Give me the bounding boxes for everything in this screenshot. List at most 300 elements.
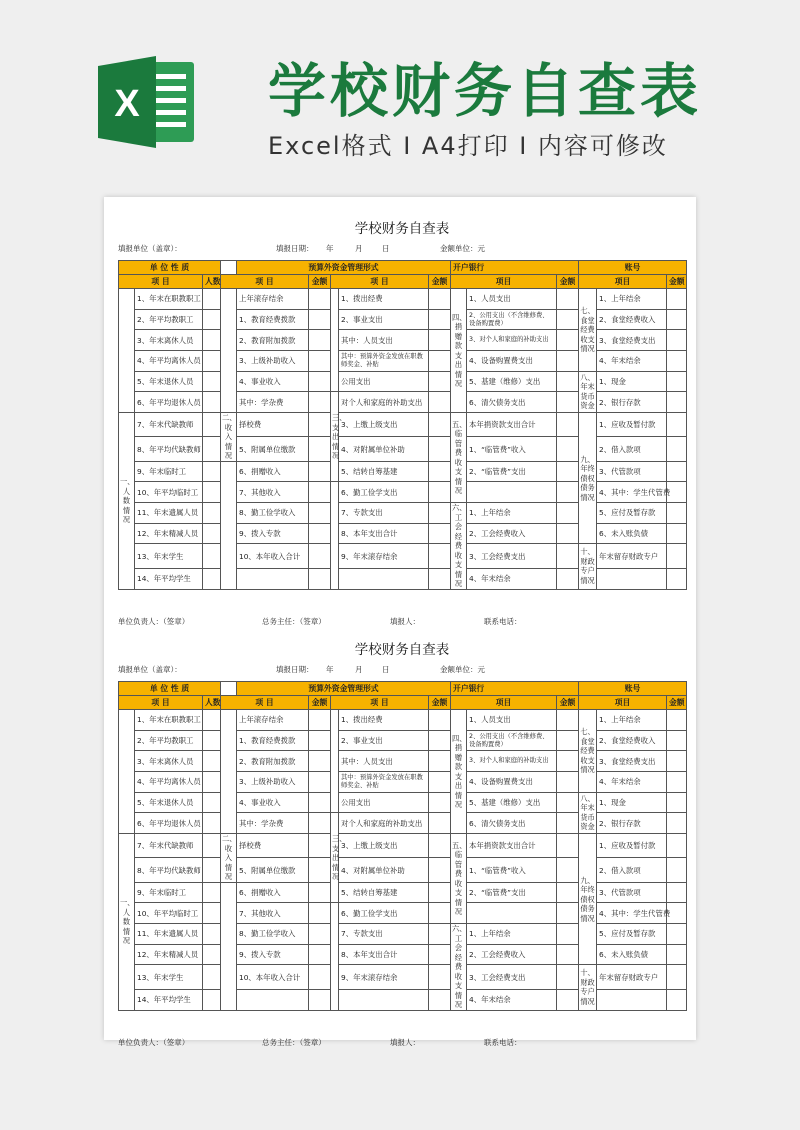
unit-label: 填报单位（盖章）： <box>118 665 182 674</box>
item-cell: 2、食堂经费收入 <box>597 309 667 330</box>
item-cell: 2、工会经费收入 <box>467 944 557 965</box>
item-cell: 4、对附属单位补助 <box>339 858 429 882</box>
section-label-s3: 三、支出情况 <box>331 813 339 903</box>
item-cell: 2、银行存款 <box>597 813 667 834</box>
day-label: 日 <box>382 244 390 253</box>
amount-header: 金额 <box>557 275 579 289</box>
value-cell <box>429 461 451 482</box>
item-cell: 10、年平均临时工 <box>135 903 203 924</box>
section-label-s2: 二、收入情况 <box>222 834 237 882</box>
section-label-s4: 四、捐赠款支出情况 <box>451 710 467 834</box>
value-cell <box>203 413 221 437</box>
value-cell <box>429 482 451 503</box>
item-cell: 3、工会经费支出 <box>467 544 557 568</box>
value-cell <box>203 437 221 461</box>
section-spacer <box>331 482 339 589</box>
item-cell: 3、工会经费支出 <box>467 965 557 989</box>
item-cell: 1、“临管费”收入 <box>467 858 557 882</box>
value-cell <box>309 730 331 751</box>
item-cell: 4、对附属单位补助 <box>339 437 429 461</box>
table-row <box>119 834 687 858</box>
table-body <box>119 289 687 590</box>
item-cell: 3、食堂经费支出 <box>597 751 667 772</box>
value-cell <box>203 392 221 413</box>
unit-nature-header: 单 位 性 质 <box>119 682 221 696</box>
value-cell <box>429 437 451 461</box>
value-cell <box>557 730 579 751</box>
value-cell <box>429 989 451 1010</box>
value-cell <box>309 834 331 858</box>
item-cell: 其中：学杂费 <box>237 813 309 834</box>
head-signature-label: 单位负责人：（签章） <box>118 617 190 626</box>
section-label-s1: 一、人数情况 <box>119 413 135 589</box>
value-cell <box>309 751 331 772</box>
value-cell <box>667 309 687 330</box>
item-cell: 4、年平均离休人员 <box>135 772 203 793</box>
value-cell <box>557 523 579 544</box>
value-cell <box>309 710 331 731</box>
value-cell <box>557 792 579 813</box>
value-cell <box>203 903 221 924</box>
item-cell: 6、勤工俭学支出 <box>339 903 429 924</box>
item-cell: 3、代管款项 <box>597 461 667 482</box>
section-label-s5: 五、临管费收支情况 <box>451 834 467 924</box>
form-title: 学校财务自查表 <box>354 221 450 237</box>
value-cell <box>203 482 221 503</box>
item-cell: 2、借入款项 <box>597 437 667 461</box>
item-cell: 1、现金 <box>597 371 667 392</box>
section-spacer <box>221 710 237 834</box>
item-cell: 8、年平均代缺教师 <box>135 437 203 461</box>
account-header: 账号 <box>579 682 687 696</box>
item-header: 项 目 <box>221 275 309 289</box>
value-cell <box>667 834 687 858</box>
month-label: 月 <box>355 244 363 253</box>
value-cell <box>429 882 451 903</box>
value-cell <box>557 924 579 945</box>
item-cell: 2、事业支出 <box>339 730 429 751</box>
item-cell: 其中：人员支出 <box>339 751 429 772</box>
value-cell <box>557 882 579 903</box>
item-cell: 14、年平均学生 <box>135 568 203 589</box>
value-cell <box>557 461 579 482</box>
item-cell: 9、拨入专款 <box>237 523 309 544</box>
section-label-s5: 五、临管费收支情况 <box>451 413 467 503</box>
logo-letter: X <box>114 83 140 125</box>
table-row <box>119 351 687 372</box>
table-row <box>119 751 687 772</box>
table-row <box>119 730 687 751</box>
item-cell: 1、“临管费”收入 <box>467 437 557 461</box>
value-cell <box>203 568 221 589</box>
section-label-s6: 六、工会经费收支情况 <box>452 924 467 1009</box>
value-cell <box>557 903 579 924</box>
value-cell <box>309 437 331 461</box>
table-row <box>119 858 687 882</box>
value-cell <box>203 751 221 772</box>
section-label-s2: 二、收入情况 <box>222 413 237 461</box>
item-cell: 5、附属单位缴款 <box>237 437 309 461</box>
value-cell <box>203 461 221 482</box>
value-cell <box>203 309 221 330</box>
item-cell: 1、上年结余 <box>597 710 667 731</box>
account-header: 账号 <box>579 261 687 275</box>
section-label-s9: 九、年终债权债务情况 <box>579 834 597 965</box>
value-cell <box>203 289 221 310</box>
value-cell <box>667 503 687 524</box>
value-cell <box>667 392 687 413</box>
amount-header: 金额 <box>309 275 331 289</box>
value-cell <box>309 461 331 482</box>
item-cell: 2、教育附加拨款 <box>237 330 309 351</box>
item-cell: 5、附属单位缴款 <box>237 858 309 882</box>
item-cell: 7、年末代缺教师 <box>135 413 203 437</box>
value-cell <box>667 523 687 544</box>
form-title: 学校财务自查表 <box>354 642 450 658</box>
item-cell: 4、年末结余 <box>597 772 667 793</box>
item-cell <box>467 482 557 503</box>
item-cell <box>597 568 667 589</box>
table-row <box>119 944 687 965</box>
item-cell: 8、勤工俭学收入 <box>237 503 309 524</box>
value-cell <box>557 371 579 392</box>
value-cell <box>309 813 331 834</box>
table-row <box>119 813 687 834</box>
value-cell <box>557 834 579 858</box>
table-row <box>119 965 687 989</box>
value-cell <box>203 813 221 834</box>
value-cell <box>429 924 451 945</box>
item-header: 项 目 <box>221 696 309 710</box>
section-spacer <box>331 289 339 392</box>
value-cell <box>203 834 221 858</box>
table-row <box>119 568 687 589</box>
value-cell <box>667 413 687 437</box>
table-body <box>119 710 687 1011</box>
item-cell: 9、年末滚存结余 <box>339 544 429 568</box>
value-cell <box>429 772 451 793</box>
finance-table <box>118 681 687 1011</box>
item-cell: 8、本年支出合计 <box>339 944 429 965</box>
item-cell: 其中：学杂费 <box>237 392 309 413</box>
table-row <box>119 482 687 503</box>
value-cell <box>203 924 221 945</box>
value-cell <box>667 351 687 372</box>
item-cell: 6、勤工俭学支出 <box>339 482 429 503</box>
table-row <box>119 371 687 392</box>
section-spacer <box>221 461 237 589</box>
amount-unit-label: 金额单位：元 <box>440 665 485 674</box>
item-cell: 2、年平均教职工 <box>135 309 203 330</box>
value-cell <box>429 544 451 568</box>
item-cell: 4、年末结余 <box>467 568 557 589</box>
value-cell <box>557 503 579 524</box>
item-cell: 1、现金 <box>597 792 667 813</box>
value-cell <box>429 903 451 924</box>
item-cell: 6、捐赠收入 <box>237 882 309 903</box>
item-cell: 9、年末滚存结余 <box>339 965 429 989</box>
item-cell: 1、上年结余 <box>597 289 667 310</box>
item-cell: 3、对个人和家庭的补助支出 <box>467 751 557 772</box>
value-cell <box>557 482 579 503</box>
section-spacer <box>119 710 135 834</box>
value-cell <box>667 330 687 351</box>
banner <box>0 0 800 190</box>
item-cell: 7、其他收入 <box>237 903 309 924</box>
chief-signature-label: 总务主任：（签章） <box>262 617 326 626</box>
value-cell <box>557 544 579 568</box>
value-cell <box>557 330 579 351</box>
table-row <box>119 392 687 413</box>
head-signature-label: 单位负责人：（签章） <box>118 1038 190 1047</box>
value-cell <box>309 944 331 965</box>
value-cell <box>667 289 687 310</box>
value-cell <box>309 965 331 989</box>
item-cell: 5、应付及暂存款 <box>597 503 667 524</box>
value-cell <box>429 792 451 813</box>
value-cell <box>557 751 579 772</box>
value-cell <box>557 813 579 834</box>
value-cell <box>557 309 579 330</box>
amount-header: 金额 <box>557 696 579 710</box>
item-cell: 1、年末在职教职工 <box>135 710 203 731</box>
value-cell <box>203 330 221 351</box>
value-cell <box>429 751 451 772</box>
value-cell <box>667 544 687 568</box>
item-cell: 1、拨出经费 <box>339 289 429 310</box>
item-cell: 3、对个人和家庭的补助支出 <box>467 330 557 351</box>
header-row-2 <box>119 275 687 289</box>
item-cell: 11、年末遗属人员 <box>135 503 203 524</box>
item-cell: 6、未入账负债 <box>597 944 667 965</box>
form-footer <box>118 1037 686 1049</box>
value-cell <box>429 834 451 858</box>
value-cell <box>667 989 687 1010</box>
value-cell <box>309 882 331 903</box>
table-row <box>119 309 687 330</box>
item-cell: 1、上年结余 <box>467 924 557 945</box>
table-row <box>119 903 687 924</box>
day-label: 日 <box>382 665 390 674</box>
table-row <box>119 924 687 945</box>
item-cell: 4、设备购置费支出 <box>467 772 557 793</box>
value-cell <box>309 309 331 330</box>
paper-sheet <box>104 197 696 1047</box>
item-cell: 2、“临管费”支出 <box>467 461 557 482</box>
value-cell <box>429 503 451 524</box>
value-cell <box>203 730 221 751</box>
item-cell: 4、其中：学生代管费 <box>597 903 667 924</box>
item-cell: 1、上年结余 <box>467 503 557 524</box>
item-cell: 10、本年收入合计 <box>237 965 309 989</box>
table-row <box>119 989 687 1010</box>
value-cell <box>429 371 451 392</box>
item-cell <box>339 989 429 1010</box>
item-cell: 5、基建（维修）支出 <box>467 792 557 813</box>
table-row <box>119 772 687 793</box>
item-cell: 2、公用支出（不含维修费、设备购置费） <box>467 730 557 751</box>
fund-form-header: 预算外资金管理形式 <box>237 682 451 696</box>
item-cell <box>597 989 667 1010</box>
item-cell: 4、事业收入 <box>237 371 309 392</box>
value-cell <box>309 523 331 544</box>
value-cell <box>667 710 687 731</box>
item-cell: 年末留存财政专户 <box>597 965 667 989</box>
year-label: 年 <box>326 665 334 674</box>
item-cell: 2、食堂经费收入 <box>597 730 667 751</box>
value-cell <box>203 989 221 1010</box>
item-cell: 2、事业支出 <box>339 309 429 330</box>
item-cell: 5、应付及暂存款 <box>597 924 667 945</box>
item-cell: 其中：预算外资金发放在职教师奖金、补贴 <box>339 351 429 372</box>
value-cell <box>429 965 451 989</box>
item-cell: 1、应收及暂付款 <box>597 413 667 437</box>
value-cell <box>557 944 579 965</box>
item-cell: 1、应收及暂付款 <box>597 834 667 858</box>
item-cell: 12、年末精减人员 <box>135 523 203 544</box>
value-cell <box>667 371 687 392</box>
value-cell <box>429 523 451 544</box>
value-cell <box>429 289 451 310</box>
form-footer <box>118 616 686 628</box>
excel-logo-icon <box>98 56 198 148</box>
value-cell <box>429 710 451 731</box>
table-row <box>119 413 687 437</box>
item-cell: 5、年末退休人员 <box>135 371 203 392</box>
value-cell <box>557 289 579 310</box>
item-cell: 4、年平均离休人员 <box>135 351 203 372</box>
item-header: 项 目 <box>119 275 203 289</box>
value-cell <box>309 482 331 503</box>
value-cell <box>203 965 221 989</box>
item-cell: 2、公用支出（不含维修费、设备购置费） <box>467 309 557 330</box>
item-cell: 其中：人员支出 <box>339 330 429 351</box>
item-cell: 2、年平均教职工 <box>135 730 203 751</box>
section-spacer <box>221 882 237 1010</box>
item-cell: 9、拨入专款 <box>237 944 309 965</box>
value-cell <box>429 330 451 351</box>
section-label-s8: 八、年末货币资金 <box>579 371 597 412</box>
table-row <box>119 461 687 482</box>
section-label-s10: 十、财政专户情况 <box>579 965 597 1010</box>
value-cell <box>203 858 221 882</box>
table-row <box>119 437 687 461</box>
item-cell: 对个人和家庭的补助支出 <box>339 813 429 834</box>
value-cell <box>557 568 579 589</box>
item-cell: 7、专款支出 <box>339 924 429 945</box>
item-cell: 7、年末代缺教师 <box>135 834 203 858</box>
value-cell <box>429 730 451 751</box>
value-cell <box>557 965 579 989</box>
value-cell <box>667 437 687 461</box>
value-cell <box>667 924 687 945</box>
item-cell: 3、年末离休人员 <box>135 330 203 351</box>
table-row <box>119 289 687 310</box>
value-cell <box>309 413 331 437</box>
item-cell: 5、基建（维修）支出 <box>467 371 557 392</box>
section-label-s3: 三、支出情况 <box>331 392 339 482</box>
item-cell: 3、上级补助收入 <box>237 772 309 793</box>
form-info-row <box>118 243 686 257</box>
value-cell <box>429 944 451 965</box>
value-cell <box>309 544 331 568</box>
item-cell: 1、人员支出 <box>467 289 557 310</box>
value-cell <box>309 903 331 924</box>
amount-header: 金额 <box>309 696 331 710</box>
section-spacer <box>119 289 135 413</box>
value-cell <box>557 413 579 437</box>
value-cell <box>429 309 451 330</box>
item-cell: 对个人和家庭的补助支出 <box>339 392 429 413</box>
item-cell: 公用支出 <box>339 371 429 392</box>
value-cell <box>667 730 687 751</box>
item-cell: 4、设备购置费支出 <box>467 351 557 372</box>
phone-label: 联系电话： <box>484 617 522 626</box>
value-cell <box>667 461 687 482</box>
value-cell <box>309 792 331 813</box>
value-cell <box>203 523 221 544</box>
table-row <box>119 523 687 544</box>
item-cell: 1、人员支出 <box>467 710 557 731</box>
year-label: 年 <box>326 244 334 253</box>
item-cell: 5、结转自筹基建 <box>339 882 429 903</box>
item-header: 项目 <box>579 696 667 710</box>
header-row-1 <box>119 682 687 696</box>
value-cell <box>203 792 221 813</box>
value-cell <box>557 858 579 882</box>
banner-title: 学校财务自查表 <box>268 57 703 125</box>
item-cell: 3、上级补助收入 <box>237 351 309 372</box>
item-header: 项目 <box>451 696 557 710</box>
item-header: 项目 <box>451 275 557 289</box>
header-row-2 <box>119 696 687 710</box>
value-cell <box>557 989 579 1010</box>
value-cell <box>667 944 687 965</box>
item-cell: 1、拨出经费 <box>339 710 429 731</box>
value-cell <box>557 351 579 372</box>
value-cell <box>309 568 331 589</box>
item-cell <box>237 568 309 589</box>
amount-header: 金额 <box>429 696 451 710</box>
value-cell <box>309 330 331 351</box>
table-row <box>119 544 687 568</box>
value-cell <box>203 882 221 903</box>
value-cell <box>429 392 451 413</box>
section-spacer <box>331 903 339 1010</box>
table-row <box>119 330 687 351</box>
value-cell <box>309 503 331 524</box>
item-cell: 3、代管款项 <box>597 882 667 903</box>
item-cell: 6、年平均退休人员 <box>135 813 203 834</box>
item-cell: 其中：预算外资金发放在职教师奖金、补贴 <box>339 772 429 793</box>
value-cell <box>557 710 579 731</box>
item-cell: 择校费 <box>237 413 309 437</box>
value-cell <box>667 813 687 834</box>
item-cell: 6、捐赠收入 <box>237 461 309 482</box>
value-cell <box>667 751 687 772</box>
value-cell <box>309 989 331 1010</box>
amount-header: 金额 <box>667 696 687 710</box>
item-cell: 5、年末退休人员 <box>135 792 203 813</box>
value-cell <box>667 792 687 813</box>
value-cell <box>203 351 221 372</box>
count-header: 人数 <box>203 275 221 289</box>
value-cell <box>429 858 451 882</box>
count-header: 人数 <box>203 696 221 710</box>
date-label: 填报日期： <box>276 665 314 674</box>
item-cell <box>467 903 557 924</box>
value-cell <box>309 858 331 882</box>
